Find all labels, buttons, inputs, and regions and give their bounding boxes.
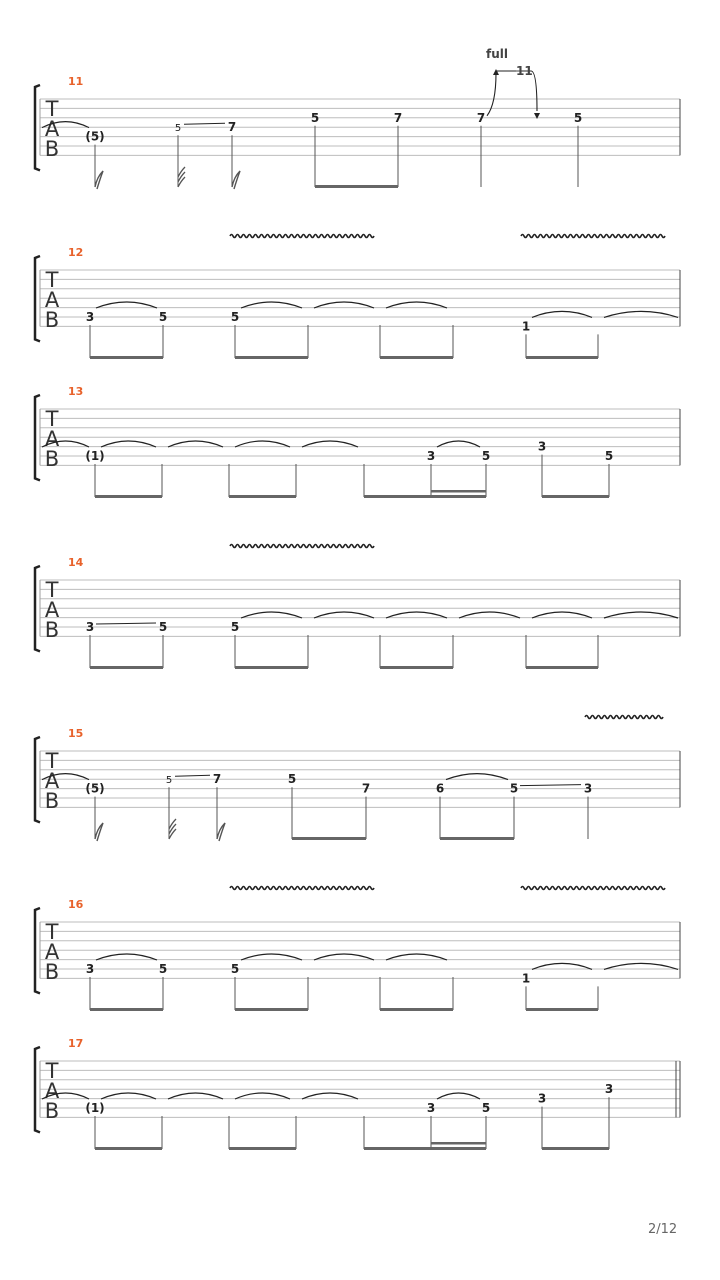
measure-number: 11: [68, 75, 84, 88]
slide-line: [184, 123, 225, 124]
beam: [431, 490, 486, 493]
system-bracket: [35, 737, 40, 822]
note-flag: [95, 171, 103, 189]
fret-number: 3: [537, 439, 547, 454]
fret-number: 3: [583, 781, 593, 796]
tie-arc: [446, 774, 508, 780]
beam: [526, 1008, 598, 1011]
note-flag: [232, 171, 240, 189]
beam: [364, 1147, 486, 1150]
beam: [526, 666, 598, 669]
beam: [526, 356, 598, 359]
fret-number: 5: [158, 962, 168, 976]
fret-number: 5: [158, 620, 168, 634]
fret-number: 7: [476, 110, 486, 125]
fret-number: 5: [287, 772, 297, 787]
clef-t: T: [45, 268, 59, 292]
staff-system-15: [35, 716, 680, 842]
clef-t: T: [45, 749, 59, 773]
fret-number: 3: [85, 310, 95, 324]
beam: [380, 1008, 453, 1011]
beam: [90, 356, 163, 359]
vibrato-line: [585, 716, 663, 719]
fret-number: 5: [509, 781, 519, 796]
system-bracket: [35, 85, 40, 170]
fret-number: (1): [85, 1101, 105, 1115]
clef-a: A: [44, 598, 60, 622]
beam: [90, 666, 163, 669]
beam: [235, 1008, 308, 1011]
clef-a: A: [44, 769, 60, 793]
fret-number: 5: [230, 962, 240, 976]
system-bracket: [35, 1047, 40, 1132]
clef-t: T: [45, 407, 59, 431]
clef-b: B: [44, 618, 60, 642]
fret-number: 5: [604, 449, 614, 463]
beam: [229, 1147, 296, 1150]
beam: [315, 185, 398, 188]
page-number: 2/12: [648, 1222, 678, 1237]
beam: [542, 495, 609, 498]
beam: [380, 666, 453, 669]
beam: [235, 356, 308, 359]
fret-number: 7: [227, 120, 237, 135]
vibrato-line: [521, 887, 665, 890]
fret-number: 5: [158, 310, 168, 324]
clef-a: A: [44, 117, 60, 141]
bend-arrow: [493, 69, 499, 75]
fret-number: 5: [573, 110, 583, 125]
clef-b: B: [44, 789, 60, 813]
note-flag: [169, 829, 176, 839]
fret-number: 5: [165, 775, 173, 787]
ghost-note: (5): [85, 781, 105, 796]
clef-b: B: [44, 960, 60, 984]
staff-system-11: [35, 47, 680, 189]
measure-number: 16: [68, 898, 84, 911]
measure-number: 13: [68, 385, 84, 398]
measure-number: 17: [68, 1037, 84, 1050]
measure-number: 14: [68, 556, 84, 569]
fret-number: 1: [521, 971, 531, 986]
measure-number: 15: [68, 727, 84, 740]
slide-line: [520, 785, 581, 786]
vibrato-line: [230, 235, 374, 238]
note-flag: [178, 177, 185, 187]
clef-t: T: [45, 578, 59, 602]
staff-system-13: [35, 385, 680, 498]
bend-label: full: [486, 47, 508, 61]
slide-line: [96, 623, 156, 624]
ghost-note: (5): [85, 129, 105, 144]
fret-number: 5: [174, 123, 182, 135]
clef-b: B: [44, 1099, 60, 1123]
fret-number: 1: [521, 319, 531, 334]
fret-number: 3: [604, 1082, 614, 1097]
bend-target: 11: [516, 64, 533, 78]
clef-t: T: [45, 920, 59, 944]
system-bracket: [35, 908, 40, 993]
system-bracket: [35, 395, 40, 480]
beam: [95, 495, 162, 498]
beam: [380, 356, 453, 359]
fret-number: 5: [230, 620, 240, 634]
fret-number: 3: [426, 449, 436, 463]
clef-b: B: [44, 447, 60, 471]
staff-system-17: [35, 1037, 680, 1150]
clef-a: A: [44, 427, 60, 451]
system-bracket: [35, 566, 40, 651]
clef-t: T: [45, 97, 59, 121]
fret-number: 6: [435, 781, 445, 796]
clef-t: T: [45, 1059, 59, 1083]
fret-number: 7: [393, 110, 403, 125]
clef-a: A: [44, 288, 60, 312]
beam: [229, 495, 296, 498]
fret-number: (1): [85, 449, 105, 463]
fret-number: 5: [481, 449, 491, 463]
beam: [235, 666, 308, 669]
beam: [95, 1147, 162, 1150]
clef-a: A: [44, 1079, 60, 1103]
fret-number: 5: [310, 110, 320, 125]
clef-a: A: [44, 940, 60, 964]
slide-line: [175, 775, 210, 776]
note-flag: [217, 823, 225, 841]
fret-number: 3: [537, 1091, 547, 1106]
fret-number: 7: [212, 772, 222, 787]
fret-number: 3: [85, 962, 95, 976]
fret-number: 5: [481, 1101, 491, 1115]
vibrato-line: [521, 235, 665, 238]
beam: [431, 1142, 486, 1145]
beam: [542, 1147, 609, 1150]
beam: [292, 837, 366, 840]
beam: [364, 495, 486, 498]
staff-system-12: [35, 235, 680, 360]
system-bracket: [35, 256, 40, 341]
fret-number: 3: [426, 1101, 436, 1115]
clef-b: B: [44, 308, 60, 332]
vibrato-line: [230, 545, 374, 548]
vibrato-line: [230, 887, 374, 890]
note-flag: [95, 823, 103, 841]
beam: [440, 837, 514, 840]
fret-number: 3: [85, 620, 95, 634]
beam: [90, 1008, 163, 1011]
fret-number: 5: [230, 310, 240, 324]
fret-number: 7: [361, 781, 371, 796]
staff-system-14: [35, 545, 680, 670]
bend-curve: [487, 73, 496, 116]
measure-number: 12: [68, 246, 84, 259]
staff-system-16: [35, 887, 680, 1012]
clef-b: B: [44, 137, 60, 161]
